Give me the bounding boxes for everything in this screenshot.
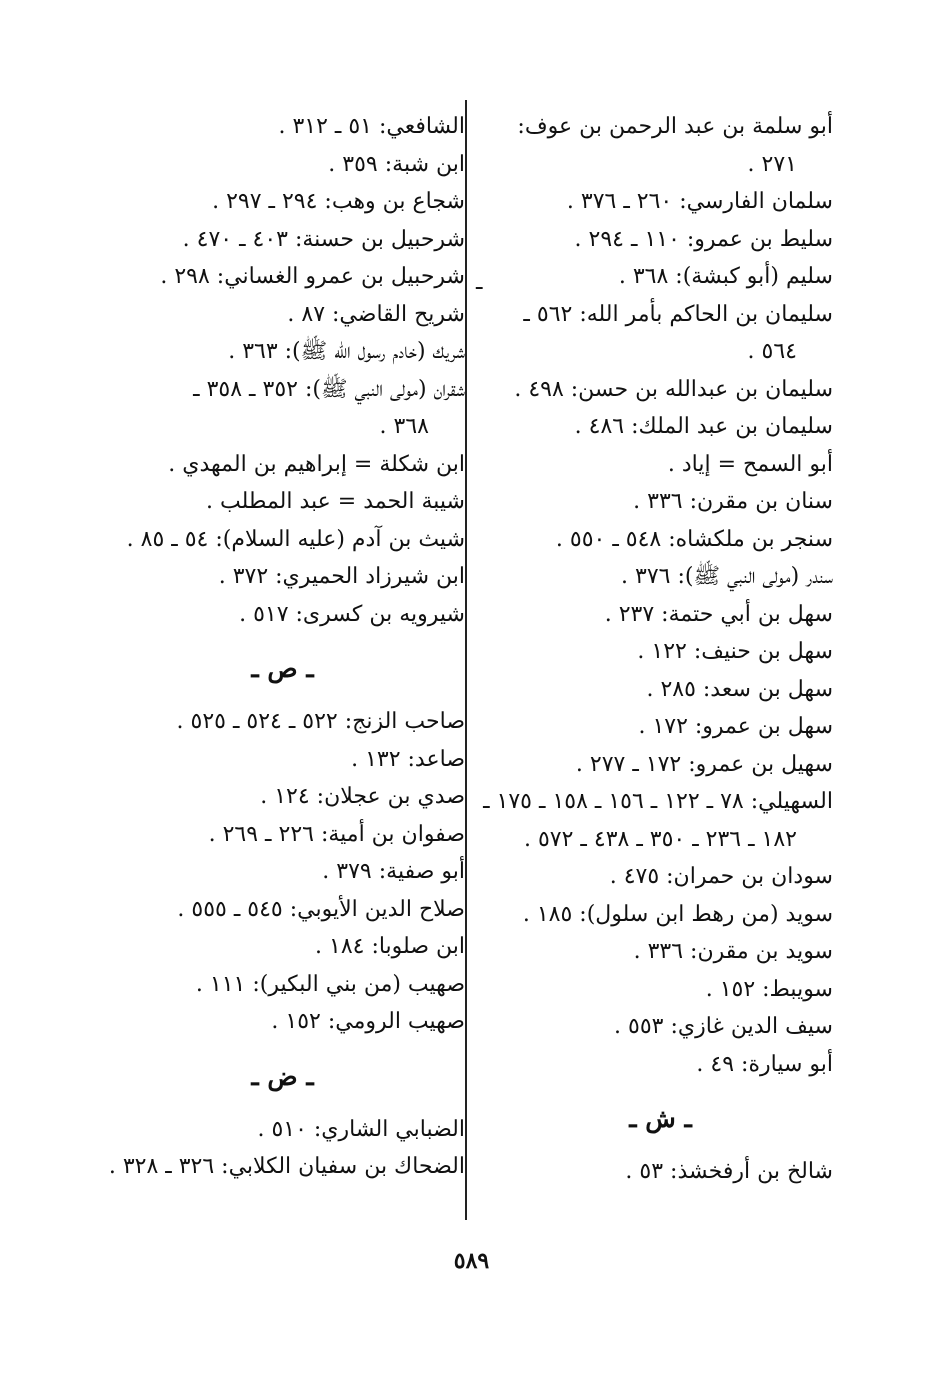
- index-entry: سيف الدين غازي: ٥٥٣ .: [614, 1014, 833, 1039]
- index-entry: سهل بن عمرو: ١٧٢ .: [638, 714, 833, 739]
- index-entry: سلمان الفارسي: ٢٦٠ ـ ٣٧٦ .: [566, 189, 833, 214]
- index-entry: صاحب الزنج: ٥٢٢ ـ ٥٢٤ ـ ٥٢٥ .: [176, 709, 465, 734]
- index-entry: شيث بن آدم (عليه السلام): ٥٤ ـ ٨٥ .: [126, 526, 465, 552]
- index-entry: أبو السمح = إياد .: [667, 451, 833, 477]
- index-entry: ابن شكلة = إبراهيم بن المهدي .: [168, 451, 465, 477]
- index-entry: أبو سيارة: ٤٩ .: [696, 1051, 833, 1077]
- index-entry: سليمان بن عبد الملك: ٤٨٦ .: [574, 414, 833, 439]
- index-entry: سندر (مولى النبي ﷺ): ٣٧٦ .: [621, 564, 833, 589]
- index-entry-continuation: ١٨٢ ـ ٢٣٦ ـ ٣٥٠ ـ ٤٣٨ ـ ٥٧٢ .: [523, 826, 797, 852]
- index-entry: ابن شيرزاد الحميري: ٣٧٢ .: [218, 564, 465, 589]
- index-entry: سهل بن أبي حتمة: ٢٣٧ .: [604, 601, 833, 627]
- index-entry-continuation: ٢٧١ .: [747, 151, 797, 177]
- index-entry: سويد بن مقرن: ٣٣٦ .: [633, 939, 833, 964]
- index-entry: أبو سلمة بن عبد الرحمن بن عوف:: [517, 114, 833, 139]
- index-entry: صاعد: ١٣٢ .: [351, 746, 465, 772]
- left-column: [100, 108, 465, 1186]
- section-heading-sad: ـ ص ـ: [251, 654, 314, 683]
- index-entry: صدي بن عجلان: ١٢٤ .: [260, 784, 465, 809]
- column-divider: [465, 100, 467, 1220]
- section-heading-dad: ـ ض ـ: [251, 1061, 314, 1091]
- index-entry: شريك (خادم رسول الله ﷺ): ٣٦٣ .: [228, 339, 465, 364]
- index-entry: ابن صلوبا: ١٨٤ .: [315, 934, 465, 959]
- index-entry: شيبة الحمد = عبد المطلب .: [206, 489, 465, 514]
- stray-dash: ـ: [476, 270, 483, 295]
- index-entry: صفوان بن أمية: ٢٢٦ ـ ٢٦٩ .: [208, 821, 465, 847]
- index-entry: سليم (أبو كبشة): ٣٦٨ .: [618, 264, 833, 289]
- index-entry: صهيب (من بني البكير): ١١١ .: [195, 971, 465, 997]
- index-entry: سنان بن مقرن: ٣٣٦ .: [633, 489, 833, 514]
- index-entry: سهل بن حنيف: ١٢٢ .: [637, 639, 833, 664]
- index-entry: شيرويه بن كسرى: ٥١٧ .: [239, 601, 465, 627]
- index-entry: شالخ بن أرفخشذ: ٥٣ .: [625, 1159, 833, 1184]
- index-entry: سليمان بن الحاكم بأمر الله: ٥٦٢ ـ: [523, 301, 833, 327]
- index-entry-continuation: ٥٦٤ .: [747, 339, 797, 364]
- index-entry: صهيب الرومي: ١٥٢ .: [271, 1009, 465, 1034]
- index-entry: سهل بن سعد: ٢٨٥ .: [646, 676, 833, 702]
- index-entry: سويبط: ١٥٢ .: [705, 976, 833, 1002]
- section-heading-shin: ـ ش ـ: [629, 1104, 692, 1133]
- index-entry: شريح القاضي: ٨٧ .: [287, 301, 465, 327]
- index-entry: ابن شبة: ٣٥٩ .: [328, 151, 465, 177]
- index-entry: السهيلي: ٧٨ ـ ١٢٢ ـ ١٥٦ ـ ١٥٨ ـ ١٧٥ ـ: [483, 789, 833, 814]
- index-entry-continuation: ٣٦٨ .: [379, 414, 429, 439]
- index-entry: الشافعي: ٥١ ـ ٣١٢ .: [278, 114, 465, 139]
- index-entry: شرحبيل بن عمرو الغساني: ٢٩٨ .: [160, 264, 465, 289]
- index-entry: سليمان بن عبدالله بن حسن: ٤٩٨ .: [514, 376, 833, 402]
- page-number: ٥٨٩: [453, 1248, 490, 1274]
- index-entry: سودان بن حمران: ٤٧٥ .: [609, 864, 833, 889]
- index-entry: شجاع بن وهب: ٢٩٤ ـ ٢٩٧ .: [212, 189, 465, 214]
- index-entry: الضحاك بن سفيان الكلابي: ٣٢٦ ـ ٣٢٨ .: [108, 1154, 465, 1179]
- index-entry: سنجر بن ملكشاه: ٥٤٨ ـ ٥٥٠ .: [555, 526, 833, 552]
- index-entry: سهيل بن عمرو: ١٧٢ ـ ٢٧٧ .: [575, 751, 833, 777]
- index-entry: سليط بن عمرو: ١١٠ ـ ٢٩٤ .: [574, 226, 833, 252]
- index-entry: الضبابي الشاري: ٥١٠ .: [257, 1116, 465, 1142]
- index-entry: أبو صفية: ٣٧٩ .: [322, 859, 465, 884]
- index-entry: شقران (مولى النبي ﷺ): ٣٥٢ ـ ٣٥٨ ـ: [193, 376, 465, 402]
- index-entry: سويد (من رهط ابن سلول): ١٨٥ .: [522, 901, 833, 927]
- index-entry: صلاح الدين الأيوبي: ٥٤٥ ـ ٥٥٥ .: [177, 896, 465, 922]
- index-entry: شرحبيل بن حسنة: ٤٠٣ ـ ٤٧٠ .: [182, 226, 465, 252]
- right-column: [483, 108, 833, 1191]
